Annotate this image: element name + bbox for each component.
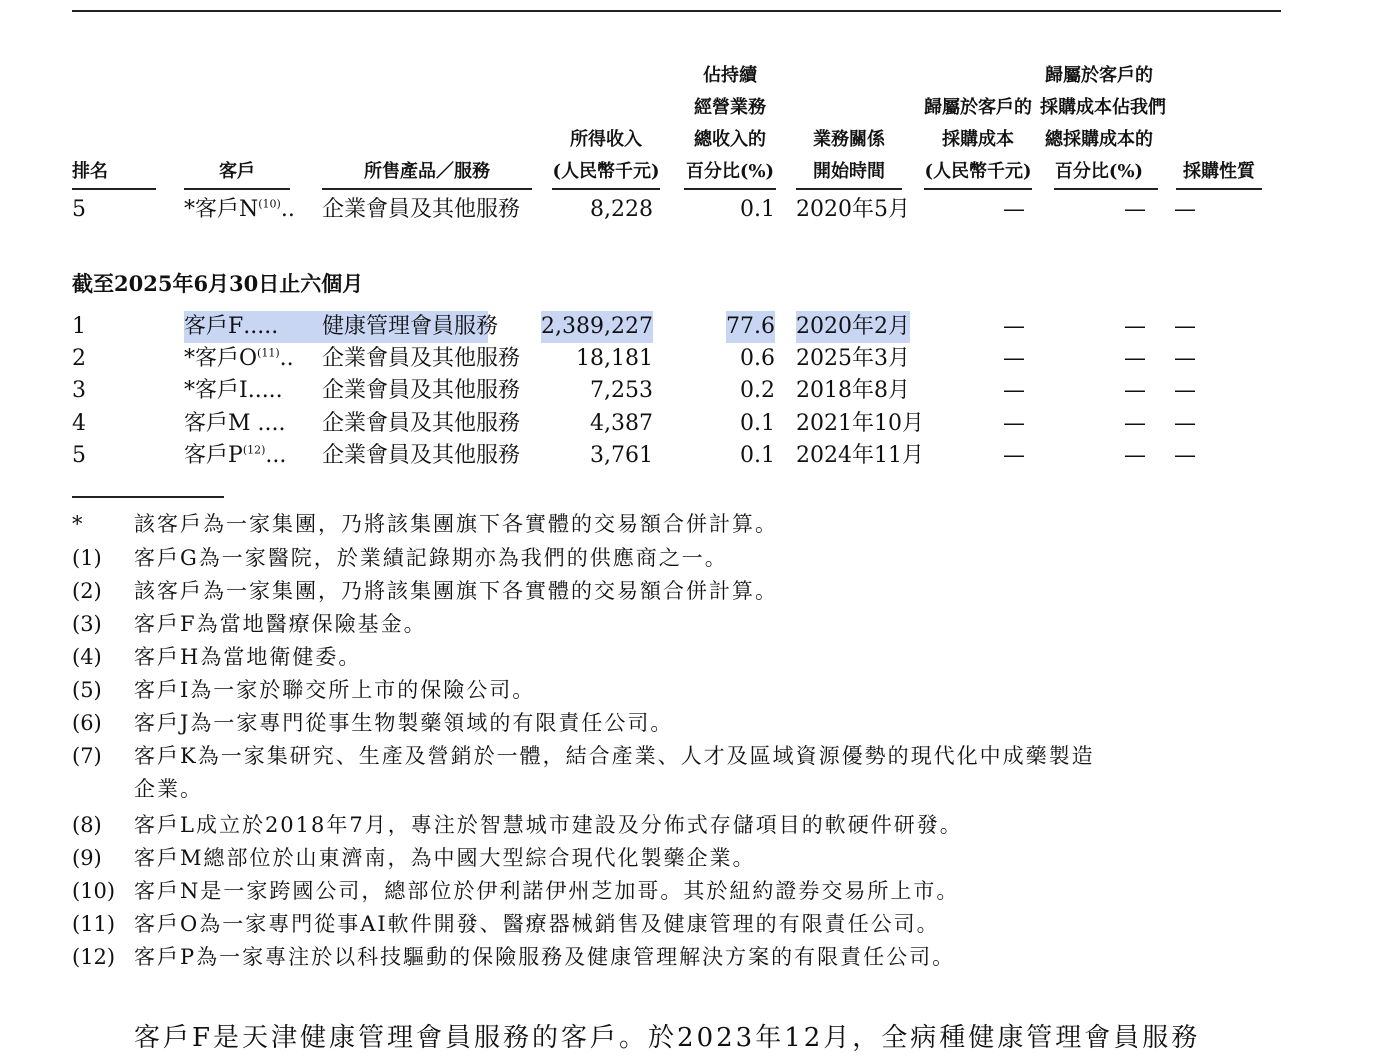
cell-cost: —	[1003, 443, 1025, 468]
cell-nature: —	[1174, 346, 1196, 371]
header-underline	[684, 188, 776, 190]
cell-start: 2020年5月	[796, 197, 910, 222]
header-purchase-nature: 採購性質	[1183, 161, 1255, 182]
header-start: 業務關係 開始時間	[813, 129, 885, 182]
cell-revenue-pct: 77.6	[726, 311, 775, 343]
header-rank: 排名	[72, 161, 108, 182]
footnote-rule	[72, 496, 224, 498]
header-customer: 客戶	[219, 161, 255, 182]
cell-rank: 3	[72, 378, 86, 403]
section-title: 截至2025年6月30日止六個月	[72, 271, 364, 296]
cell-cost-pct: —	[1124, 443, 1146, 468]
header-underline	[184, 188, 290, 190]
cell-start: 2020年2月	[796, 311, 910, 343]
cell-product: 企業會員及其他服務	[322, 378, 521, 403]
cell-product: 企業會員及其他服務	[322, 197, 521, 222]
cell-revenue-pct: 0.1	[740, 443, 775, 468]
table-row	[0, 194, 1399, 226]
cell-rank: 2	[72, 346, 86, 371]
cell-rank: 1	[72, 314, 86, 339]
cell-start: 2024年11月	[796, 443, 924, 468]
header-underline	[1176, 188, 1262, 190]
header-product: 所售產品／服務	[364, 161, 490, 182]
cell-revenue-pct: 0.1	[740, 411, 775, 436]
cell-cost: —	[1003, 314, 1025, 339]
cell-customer: *客戶I.....	[184, 378, 283, 403]
cell-customer: 客戶M ....	[184, 411, 286, 436]
cell-revenue: 7,253	[590, 378, 653, 403]
cell-revenue-pct: 0.6	[740, 346, 775, 371]
header-underline	[72, 188, 156, 190]
cell-product: 企業會員及其他服務	[322, 346, 521, 371]
top-rule	[72, 10, 1281, 12]
cell-cost: —	[1003, 346, 1025, 371]
table-row	[0, 311, 1399, 343]
cell-revenue: 4,387	[590, 411, 653, 436]
header-underline	[552, 188, 660, 190]
header-underline	[924, 188, 1032, 190]
cell-nature: —	[1174, 378, 1196, 403]
cell-revenue: 3,761	[590, 443, 653, 468]
cell-nature: —	[1174, 411, 1196, 436]
cell-nature: —	[1174, 314, 1196, 339]
header-underline	[796, 188, 902, 190]
cell-cost: —	[1003, 378, 1025, 403]
header-underline	[322, 188, 532, 190]
header-revenue: 所得收入 (人民幣千元)	[552, 129, 660, 182]
cell-rank: 5	[72, 443, 86, 468]
cell-revenue-pct: 0.1	[740, 197, 775, 222]
body-paragraph: 客戶F是天津健康管理會員服務的客戶。於2023年12月，全病種健康管理會員服務	[134, 1023, 1201, 1053]
cell-cost-pct: —	[1124, 378, 1146, 403]
table-row	[0, 440, 1399, 472]
cell-revenue: 8,228	[590, 197, 653, 222]
table-row	[0, 375, 1399, 407]
cell-cost-pct: —	[1124, 411, 1146, 436]
cell-product: 企業會員及其他服務	[322, 411, 521, 436]
table-row	[0, 343, 1399, 375]
cell-customer: 客戶$P^{(12)}$...	[184, 443, 287, 468]
cell-customer: 客戶F.....	[184, 311, 322, 343]
cell-rank: 5	[72, 197, 86, 222]
cell-customer: *客戶$N^{(10)}$..	[184, 197, 295, 222]
header-revenue-pct: 佔持續 經營業務 總收入的 百分比(%)	[685, 65, 775, 182]
cell-customer: *客戶$O^{(11)}$..	[184, 346, 294, 371]
cell-cost: —	[1003, 411, 1025, 436]
cell-revenue: 2,389,227	[541, 311, 653, 343]
cell-revenue: 18,181	[576, 346, 653, 371]
cell-product: 健康管理會員服務	[322, 311, 488, 343]
header-underline	[1054, 188, 1158, 190]
cell-nature: —	[1174, 197, 1196, 222]
cell-product: 企業會員及其他服務	[322, 443, 521, 468]
cell-start: 2018年8月	[796, 378, 910, 403]
cell-start: 2025年3月	[796, 346, 910, 371]
header-purchase-pct: 歸屬於客戶的 採購成本佔我們 總採購成本的 百分比(%)	[1040, 65, 1166, 182]
cell-cost-pct: —	[1124, 197, 1146, 222]
cell-cost-pct: —	[1124, 314, 1146, 339]
cell-start: 2021年10月	[796, 411, 924, 436]
cell-nature: —	[1174, 443, 1196, 468]
cell-rank: 4	[72, 411, 86, 436]
cell-cost-pct: —	[1124, 346, 1146, 371]
header-purchase-cost: 歸屬於客戶的 採購成本 (人民幣千元)	[924, 97, 1032, 182]
cell-cost: —	[1003, 197, 1025, 222]
cell-revenue-pct: 0.2	[740, 378, 775, 403]
table-row	[0, 408, 1399, 440]
